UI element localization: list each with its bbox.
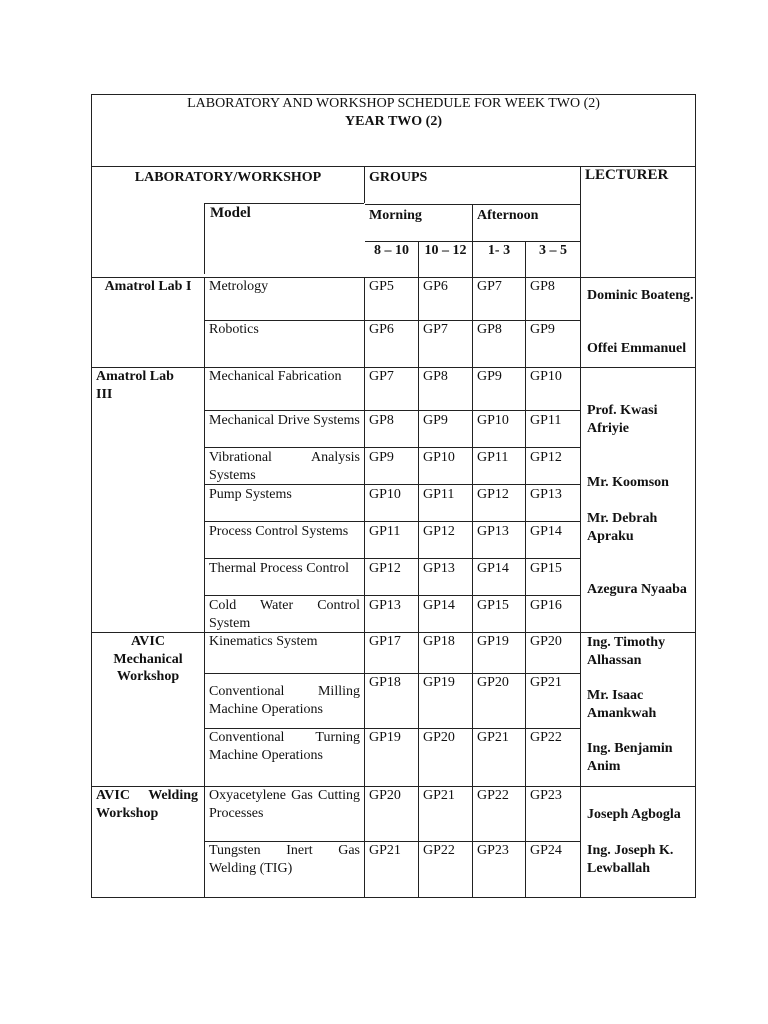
title-cell (92, 95, 696, 167)
group-cell: GP20 (473, 674, 526, 729)
model-cell: Tungsten Inert Gas Welding (TIG) (205, 842, 365, 898)
group-cell: GP18 (419, 633, 473, 674)
group-cell: GP8 (473, 321, 526, 368)
lecturer-header: LECTURER (581, 167, 696, 278)
group-cell: GP23 (526, 787, 581, 842)
group-cell: GP21 (419, 787, 473, 842)
group-cell: GP7 (473, 278, 526, 321)
group-cell: GP13 (419, 559, 473, 596)
lab-name (92, 787, 205, 898)
group-cell: GP22 (419, 842, 473, 898)
lecturer-name: Dominic Boateng. (587, 288, 694, 303)
group-cell: GP13 (526, 485, 581, 522)
group-cell: GP7 (365, 368, 419, 411)
group-cell: GP10 (419, 448, 473, 485)
group-cell: GP22 (526, 729, 581, 787)
group-cell: GP20 (526, 633, 581, 674)
group-cell: GP21 (526, 674, 581, 729)
group-cell: GP8 (526, 278, 581, 321)
group-cell: GP23 (473, 842, 526, 898)
group-cell: GP12 (365, 559, 419, 596)
groups-header: GROUPS (365, 167, 581, 205)
lab-name: Amatrol Lab I (92, 278, 205, 368)
group-cell: GP20 (365, 787, 419, 842)
group-cell: GP17 (365, 633, 419, 674)
group-cell: GP15 (473, 596, 526, 633)
group-cell: GP8 (365, 411, 419, 448)
afternoon-header: Afternoon (473, 205, 581, 242)
group-cell: GP14 (419, 596, 473, 633)
group-cell: GP8 (419, 368, 473, 411)
group-cell: GP7 (419, 321, 473, 368)
group-cell: GP10 (365, 485, 419, 522)
group-cell: GP6 (419, 278, 473, 321)
lecturer-name: Mr. Koomson (587, 475, 669, 490)
group-cell: GP21 (365, 842, 419, 898)
groups-divider (364, 166, 365, 203)
table-row (92, 278, 696, 321)
lecturer-name: Ing. Benjamin Anim (587, 741, 673, 774)
lab-name-label: AVIC Mechanical Workshop (113, 634, 183, 684)
model-cell: Pump Systems (205, 485, 365, 522)
model-cell: Kinematics System (205, 633, 365, 674)
group-cell: GP9 (365, 448, 419, 485)
model-cell: Thermal Process Control (205, 559, 365, 596)
lecturer-name: Prof. Kwasi Afriyie (587, 403, 658, 436)
time-slot: 1- 3 (473, 242, 526, 278)
group-cell: GP22 (473, 787, 526, 842)
model-cell: Cold Water Control System (205, 596, 365, 633)
schedule-table (91, 94, 696, 898)
lecturer-name: Mr. Debrah Apraku (587, 511, 658, 544)
lecturer-cell (581, 368, 696, 633)
lecturer-name: Offei Emmanuel (587, 341, 687, 356)
schedule-subtitle: YEAR TWO (2) (345, 113, 442, 129)
group-cell: GP16 (526, 596, 581, 633)
lecturer-name: Azegura Nyaaba (587, 582, 687, 597)
group-cell: GP19 (419, 674, 473, 729)
group-cell: GP14 (473, 559, 526, 596)
group-cell: GP12 (419, 522, 473, 559)
lab-name-label: Amatrol Lab III (96, 369, 174, 402)
group-cell: GP6 (365, 321, 419, 368)
group-cell: GP9 (526, 321, 581, 368)
schedule-sheet (91, 94, 695, 895)
group-cell: GP9 (473, 368, 526, 411)
group-cell: GP11 (365, 522, 419, 559)
group-cell: GP18 (365, 674, 419, 729)
group-cell: GP15 (526, 559, 581, 596)
lecturer-name: Mr. Isaac Amankwah (587, 688, 657, 721)
group-cell: GP10 (526, 368, 581, 411)
lab-name (92, 633, 205, 787)
lab-name (92, 368, 205, 633)
time-slot: 10 – 12 (419, 242, 473, 278)
group-cell: GP24 (526, 842, 581, 898)
lecturer-name: Joseph Agbogla (587, 807, 681, 822)
group-cell: GP11 (526, 411, 581, 448)
group-cell: GP11 (473, 448, 526, 485)
model-header: Model (210, 205, 251, 221)
time-slot: 8 – 10 (365, 242, 419, 278)
morning-header: Morning (365, 205, 473, 242)
group-cell: GP19 (365, 729, 419, 787)
schedule-title: LABORATORY AND WORKSHOP SCHEDULE FOR WEEK TWO (2) (187, 96, 600, 111)
group-cell: GP12 (526, 448, 581, 485)
group-cell: GP5 (365, 278, 419, 321)
model-cell: Mechanical Fabrication (205, 368, 365, 411)
lecturer-name: Ing. Joseph K. Lewballah (587, 843, 674, 876)
group-cell: GP19 (473, 633, 526, 674)
group-cell: GP20 (419, 729, 473, 787)
lecturer-name: Ing. Timothy Alhassan (587, 635, 666, 668)
model-cell: Process Control Systems (205, 522, 365, 559)
model-cell: Oxyacetylene Gas Cutting Processes (205, 787, 365, 842)
table-row (92, 787, 696, 842)
model-cell: Metrology (205, 278, 365, 321)
lab-name-label: AVIC Welding Workshop (96, 788, 198, 821)
group-cell: GP13 (365, 596, 419, 633)
group-cell: GP9 (419, 411, 473, 448)
model-cell: Vibrational Analysis Systems (205, 448, 365, 485)
group-cell: GP21 (473, 729, 526, 787)
group-cell: GP11 (419, 485, 473, 522)
model-cell: Conventional Milling Machine Operations (205, 674, 365, 729)
lecturer-cell (581, 633, 696, 787)
lecturer-cell (581, 787, 696, 898)
lab-workshop-header-label: LABORATORY/WORKSHOP (134, 170, 322, 185)
group-cell: GP13 (473, 522, 526, 559)
group-cell: GP10 (473, 411, 526, 448)
lecturer-cell (581, 278, 696, 368)
table-row (92, 633, 696, 674)
model-cell: Conventional Turning Machine Operations (205, 729, 365, 787)
group-cell: GP14 (526, 522, 581, 559)
table-row (92, 368, 696, 411)
group-cell: GP12 (473, 485, 526, 522)
time-slot: 3 – 5 (526, 242, 581, 278)
model-cell: Mechanical Drive Systems (205, 411, 365, 448)
model-header-box (204, 203, 364, 274)
model-cell: Robotics (205, 321, 365, 368)
